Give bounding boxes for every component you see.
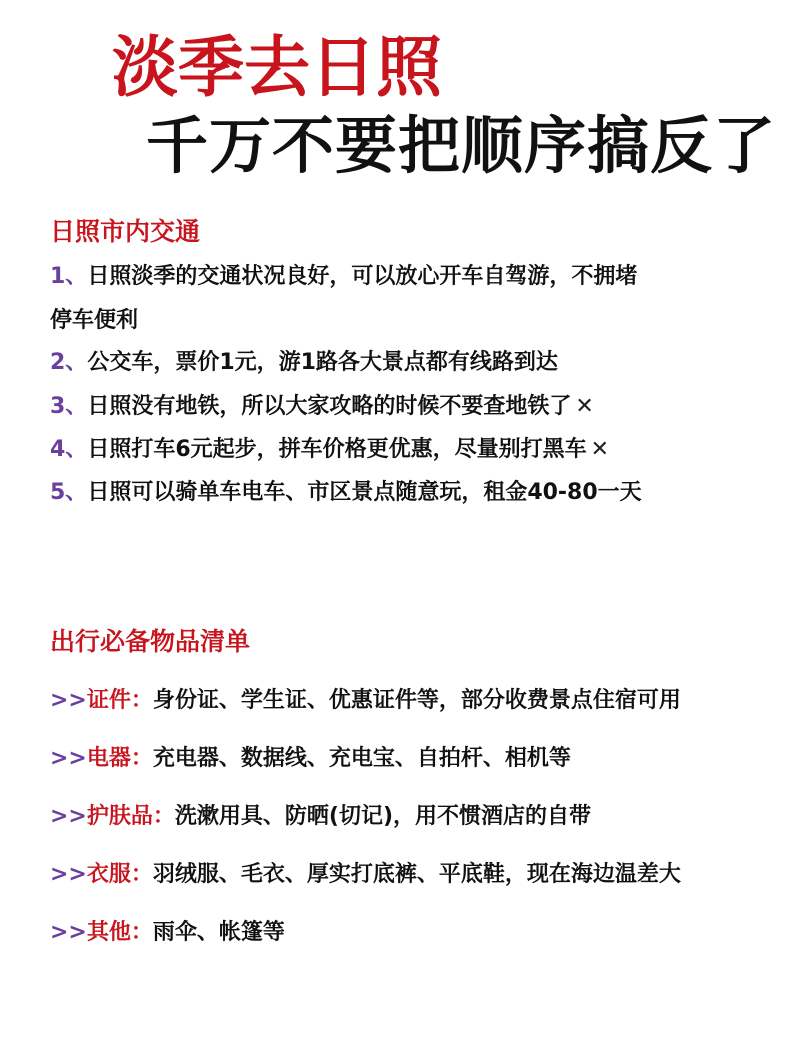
- packing-heading: 出行必备物品清单: [50, 627, 251, 656]
- item-text: 日照淡季的交通状况良好，可以放心开车自驾游，不拥堵: [87, 264, 638, 289]
- item-number: 5、: [50, 480, 88, 505]
- item-prefix: >>: [50, 862, 87, 887]
- transport-item-5: [50, 478, 642, 508]
- item-prefix: >>: [50, 746, 87, 771]
- item-prefix: >>: [50, 920, 87, 945]
- packing-item-clothing: [50, 860, 681, 890]
- transport-item-1-continued: [50, 306, 138, 336]
- item-number: 4、: [50, 437, 88, 462]
- packing-item-other: [50, 918, 285, 948]
- cross-icon: ✕: [590, 437, 610, 462]
- cross-icon: ✕: [575, 394, 594, 419]
- item-text: 洗漱用具、防晒(切记)，用不惯酒店的自带: [174, 804, 592, 829]
- transport-item-1: [50, 262, 637, 292]
- item-text: 日照可以骑单车电车、市区景点随意玩，租金40-80一天: [87, 480, 642, 505]
- item-number: 1、: [50, 264, 88, 289]
- page-subtitle: 千万不要把顺序搞反了: [146, 109, 777, 182]
- item-text: 充电器、数据线、充电宝、自拍杆、相机等: [152, 746, 571, 771]
- item-label: 电器：: [86, 746, 153, 771]
- item-prefix: >>: [50, 804, 87, 829]
- transport-item-2: [50, 348, 558, 378]
- page-title: 淡季去日照: [112, 29, 442, 106]
- packing-item-electronics: [50, 744, 571, 774]
- item-text: 雨伞、帐篷等: [152, 920, 285, 945]
- packing-item-skincare: [50, 802, 591, 832]
- item-number: 2、: [50, 350, 88, 375]
- item-label: 衣服：: [86, 862, 153, 887]
- item-text: 公交车，票价1元，游1路各大景点都有线路到达: [87, 350, 558, 375]
- packing-item-documents: [50, 686, 681, 716]
- item-prefix: >>: [50, 688, 87, 713]
- item-label: 护肤品：: [86, 804, 175, 829]
- item-text: 日照打车6元起步，拼车价格更优惠，尽量别打黑车: [87, 437, 587, 462]
- transport-heading: 日照市内交通: [50, 217, 201, 246]
- item-text: 日照没有地铁，所以大家攻略的时候不要查地铁了: [87, 394, 572, 419]
- transport-item-3: [50, 392, 594, 422]
- item-label: 其他：: [86, 920, 153, 945]
- item-text: 羽绒服、毛衣、厚实打底裤、平底鞋，现在海边温差大: [152, 862, 681, 887]
- item-number: 3、: [50, 394, 88, 419]
- item-label: 证件：: [86, 688, 153, 713]
- transport-item-4: [50, 435, 609, 465]
- item-text: 身份证、学生证、优惠证件等，部分收费景点住宿可用: [152, 688, 681, 713]
- item-text-continued: 停车便利: [50, 308, 139, 333]
